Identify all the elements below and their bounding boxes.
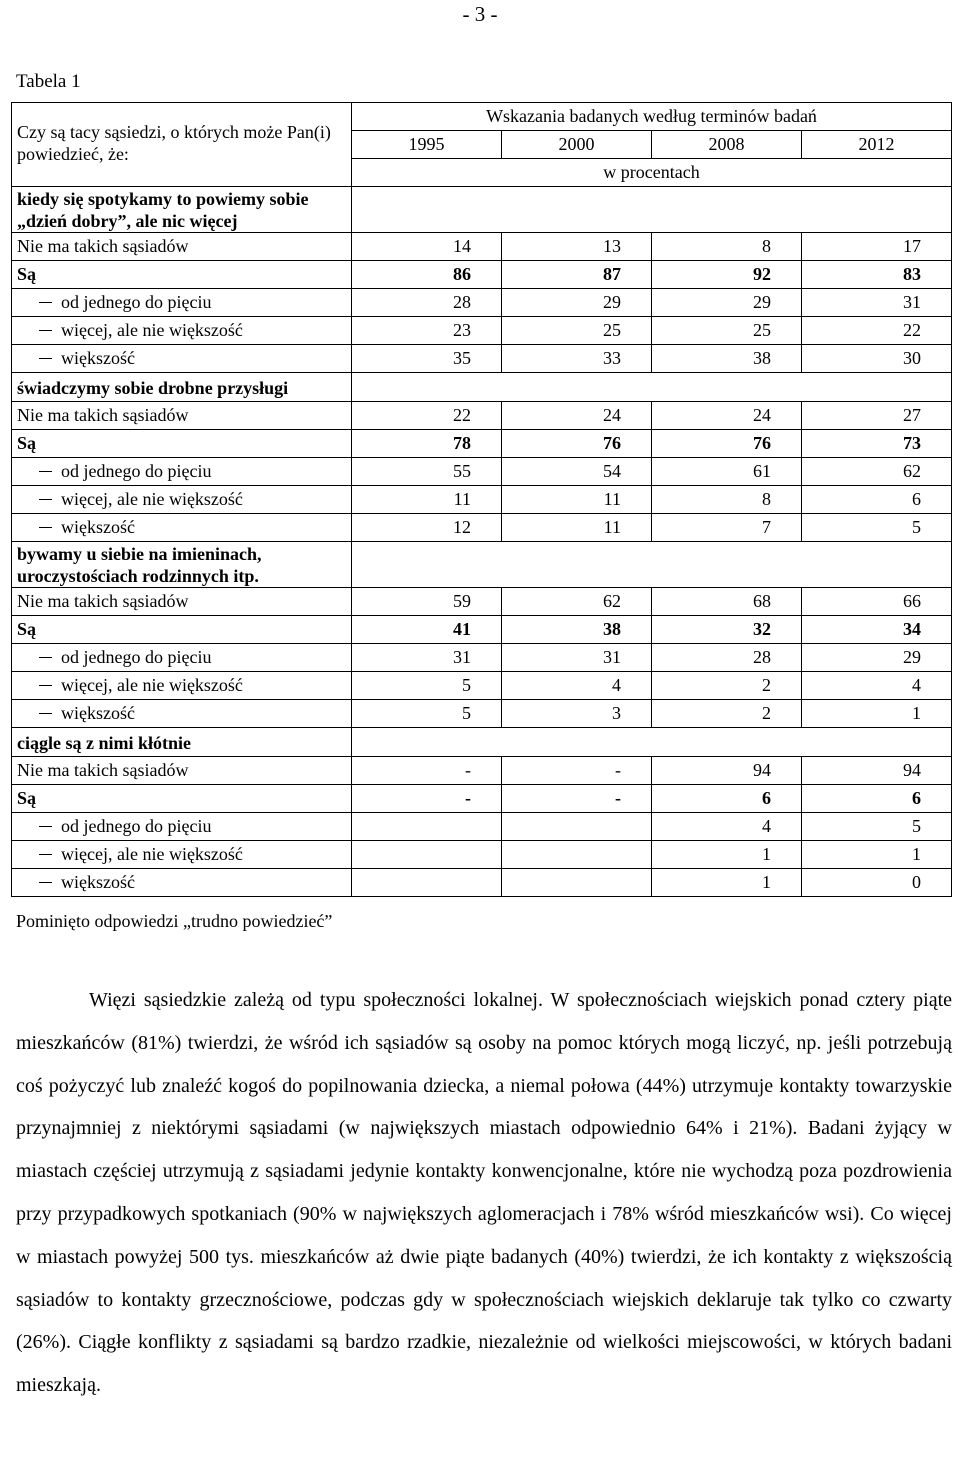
value-cell <box>352 869 502 897</box>
value-cell: 2 <box>652 672 802 700</box>
value-cell: 30 <box>802 345 952 373</box>
value-cell: 76 <box>652 430 802 458</box>
question-cell: Czy są tacy sąsiedzi, o których może Pan(i) powiedzieć, że: <box>12 103 352 187</box>
value-cell: 17 <box>802 233 952 261</box>
dash-icon <box>39 657 52 658</box>
row-label: Nie ma takich sąsiadów <box>12 402 352 430</box>
section-row <box>12 187 952 233</box>
value-cell: 29 <box>502 289 652 317</box>
value-cell <box>352 813 502 841</box>
value-cell: 3 <box>502 700 652 728</box>
row-label-text: od jednego do pięciu <box>61 292 212 312</box>
value-cell: 33 <box>502 345 652 373</box>
value-cell: 11 <box>352 486 502 514</box>
table-row <box>12 233 952 261</box>
dash-icon <box>39 527 52 528</box>
value-cell: 61 <box>652 458 802 486</box>
section-title: świadczymy sobie drobne przysługi <box>12 373 352 402</box>
value-cell: 23 <box>352 317 502 345</box>
table-row <box>12 672 952 700</box>
value-cell: 1 <box>652 841 802 869</box>
year-header: 2008 <box>652 131 802 159</box>
value-cell: 27 <box>802 402 952 430</box>
value-cell: 22 <box>802 317 952 345</box>
dash-icon <box>39 685 52 686</box>
value-cell: 14 <box>352 233 502 261</box>
row-label: Są <box>12 261 352 289</box>
value-cell: 55 <box>352 458 502 486</box>
unit-header: w procentach <box>352 159 952 187</box>
dash-icon <box>39 882 52 883</box>
value-cell: 5 <box>802 514 952 542</box>
value-cell: 54 <box>502 458 652 486</box>
year-header: 1995 <box>352 131 502 159</box>
table-row <box>12 458 952 486</box>
value-cell: 94 <box>652 757 802 785</box>
value-cell: 8 <box>652 486 802 514</box>
value-cell: 25 <box>652 317 802 345</box>
section-spacer <box>352 728 952 757</box>
table-body <box>12 187 952 897</box>
row-label: Są <box>12 430 352 458</box>
value-cell: 5 <box>352 672 502 700</box>
table-row <box>12 869 952 897</box>
dash-icon <box>39 358 52 359</box>
value-cell: 29 <box>652 289 802 317</box>
table-row <box>12 289 952 317</box>
value-cell: 92 <box>652 261 802 289</box>
value-cell: 13 <box>502 233 652 261</box>
table-row <box>12 345 952 373</box>
value-cell: 29 <box>802 644 952 672</box>
table-row <box>12 514 952 542</box>
value-cell: 1 <box>802 841 952 869</box>
row-label-text: większość <box>61 872 135 892</box>
section-title: kiedy się spotykamy to powiemy sobie „dzień dobry”, ale nic więcej <box>12 187 352 233</box>
row-label-text: więcej, ale nie większość <box>61 675 243 695</box>
value-cell <box>502 869 652 897</box>
value-cell: 62 <box>802 458 952 486</box>
row-label <box>12 514 352 542</box>
table-row <box>12 317 952 345</box>
value-cell <box>502 841 652 869</box>
value-cell: 31 <box>352 644 502 672</box>
value-cell: - <box>502 757 652 785</box>
value-cell: - <box>502 785 652 813</box>
value-cell: 87 <box>502 261 652 289</box>
section-row <box>12 542 952 588</box>
value-cell: 28 <box>652 644 802 672</box>
value-cell: 6 <box>652 785 802 813</box>
value-cell: 73 <box>802 430 952 458</box>
value-cell: 94 <box>802 757 952 785</box>
year-header: 2012 <box>802 131 952 159</box>
value-cell: 76 <box>502 430 652 458</box>
row-label <box>12 700 352 728</box>
row-label-text: większość <box>61 517 135 537</box>
row-label-text: więcej, ale nie większość <box>61 489 243 509</box>
row-label <box>12 672 352 700</box>
value-cell: 5 <box>802 813 952 841</box>
value-cell: 41 <box>352 616 502 644</box>
value-cell: 66 <box>802 588 952 616</box>
value-cell: 7 <box>652 514 802 542</box>
dash-icon <box>39 330 52 331</box>
table-caption: Tabela 1 <box>16 71 81 92</box>
section-row <box>12 728 952 757</box>
value-cell: 6 <box>802 785 952 813</box>
value-cell: 6 <box>802 486 952 514</box>
section-spacer <box>352 373 952 402</box>
row-label <box>12 345 352 373</box>
value-cell: 24 <box>652 402 802 430</box>
value-cell: 4 <box>502 672 652 700</box>
table-row <box>12 616 952 644</box>
row-label <box>12 458 352 486</box>
row-label <box>12 813 352 841</box>
value-cell: 11 <box>502 514 652 542</box>
value-cell: 38 <box>652 345 802 373</box>
dash-icon <box>39 826 52 827</box>
row-label <box>12 486 352 514</box>
year-header: 2000 <box>502 131 652 159</box>
row-label <box>12 869 352 897</box>
dash-icon <box>39 854 52 855</box>
value-cell: - <box>352 757 502 785</box>
section-title: ciągle są z nimi kłótnie <box>12 728 352 757</box>
table-row <box>12 785 952 813</box>
value-cell: 35 <box>352 345 502 373</box>
row-label-text: od jednego do pięciu <box>61 461 212 481</box>
table-footnote: Pominięto odpowiedzi „trudno powiedzieć” <box>16 911 333 931</box>
dash-icon <box>39 302 52 303</box>
table-row <box>12 430 952 458</box>
value-cell: 2 <box>652 700 802 728</box>
value-cell: 24 <box>502 402 652 430</box>
row-label-text: więcej, ale nie większość <box>61 320 243 340</box>
row-label-text: od jednego do pięciu <box>61 816 212 836</box>
row-label <box>12 317 352 345</box>
row-label <box>12 841 352 869</box>
value-cell: 1 <box>652 869 802 897</box>
value-cell: - <box>352 785 502 813</box>
value-cell: 32 <box>652 616 802 644</box>
table-row <box>12 757 952 785</box>
value-cell: 1 <box>802 700 952 728</box>
value-cell: 8 <box>652 233 802 261</box>
dash-icon <box>39 499 52 500</box>
table-row <box>12 402 952 430</box>
value-cell: 4 <box>802 672 952 700</box>
value-cell: 28 <box>352 289 502 317</box>
value-cell: 86 <box>352 261 502 289</box>
value-cell: 31 <box>802 289 952 317</box>
value-cell: 12 <box>352 514 502 542</box>
table-row <box>12 813 952 841</box>
dash-icon <box>39 713 52 714</box>
row-label-text: większość <box>61 348 135 368</box>
value-cell: 11 <box>502 486 652 514</box>
value-cell: 34 <box>802 616 952 644</box>
row-label <box>12 644 352 672</box>
row-label: Są <box>12 785 352 813</box>
table-row <box>12 261 952 289</box>
row-label: Nie ma takich sąsiadów <box>12 588 352 616</box>
row-label: Są <box>12 616 352 644</box>
value-cell: 62 <box>502 588 652 616</box>
section-spacer <box>352 542 952 588</box>
value-cell: 83 <box>802 261 952 289</box>
value-cell: 68 <box>652 588 802 616</box>
page-number: - 3 - <box>462 2 498 26</box>
body-paragraph: Więzi sąsiedzkie zależą od typu społeczności lokalnej. W społecznościach wiejskich ponad cztery piąte mieszkańców (81%) twierdzi, że wśród ich sąsiadów są osoby na pomoc których mogą liczyć, np. jeśli potrzebują coś pożyczyć lub znaleźć kogoś do popilnowania dziecka, a niemal połowa (44%) utrzymuje kontakty towarzyskie przynajmniej z niektórymi sąsiadami (w największych miastach odpowiednio 64% i 21%). Badani żyjący w miastach częściej utrzymują z sąsiadami jedynie kontakty konwencjonalne, które nie wychodzą poza pozdrowienia przy przypadkowych spotkaniach (90% w największych aglomeracjach i 78% wśród mieszkańców wsi). Co więcej w miastach powyżej 500 tys. mieszkańców aż dwie piąte badanych (40%) twierdzi, że ich kontakty z większością sąsiadów to kontakty grzecznościowe, podczas gdy w społecznościach wiejskich deklaruje tak tylko co czwarty (26%). Ciągłe konflikty z sąsiadami są bardzo rzadkie, niezależnie od wielkości miejscowości, w których badani mieszkają. <box>16 989 952 1397</box>
row-label: Nie ma takich sąsiadów <box>12 233 352 261</box>
value-cell <box>352 841 502 869</box>
row-label-text: więcej, ale nie większość <box>61 844 243 864</box>
table-row <box>12 486 952 514</box>
survey-table <box>11 102 952 897</box>
row-label <box>12 289 352 317</box>
row-label: Nie ma takich sąsiadów <box>12 757 352 785</box>
table-row <box>12 841 952 869</box>
value-cell: 5 <box>352 700 502 728</box>
row-label-text: od jednego do pięciu <box>61 647 212 667</box>
value-cell: 4 <box>652 813 802 841</box>
value-cell: 31 <box>502 644 652 672</box>
value-cell: 59 <box>352 588 502 616</box>
value-cell: 78 <box>352 430 502 458</box>
section-title: bywamy u siebie na imieninach, uroczystościach rodzinnych itp. <box>12 542 352 588</box>
value-cell: 22 <box>352 402 502 430</box>
value-cell: 25 <box>502 317 652 345</box>
row-label-text: większość <box>61 703 135 723</box>
value-cell: 0 <box>802 869 952 897</box>
value-cell: 38 <box>502 616 652 644</box>
header-top: Wskazania badanych według terminów badań <box>352 103 952 131</box>
table-row <box>12 644 952 672</box>
table-row <box>12 588 952 616</box>
value-cell <box>502 813 652 841</box>
section-spacer <box>352 187 952 233</box>
table-row <box>12 700 952 728</box>
dash-icon <box>39 471 52 472</box>
section-row <box>12 373 952 402</box>
